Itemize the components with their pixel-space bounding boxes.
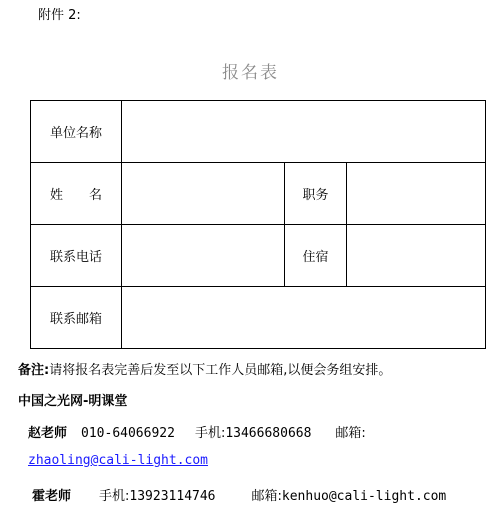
registration-form-table	[30, 100, 486, 349]
contact-mobile-label: 手机:	[99, 489, 130, 504]
contact-name: 霍老师	[32, 489, 72, 504]
form-title: 报名表	[222, 63, 279, 83]
position-field[interactable]	[347, 163, 486, 225]
lodging-field[interactable]	[347, 225, 486, 287]
note-text: 请将报名表完善后发至以下工作人员邮箱,以便会务组安排。	[49, 363, 392, 378]
contact-email-label: 邮箱:	[251, 489, 282, 504]
contact-tel: 010-64066922	[81, 426, 175, 441]
name-label-text: 姓 名	[49, 188, 102, 203]
form-row-phone	[31, 225, 486, 287]
organization-name: 中国之光网-明课堂	[18, 394, 128, 409]
note-prefix: 备注:	[18, 363, 50, 378]
contact-name: 赵老师	[28, 426, 68, 441]
name-label	[31, 163, 122, 225]
attachment-label: 附件 2:	[38, 8, 81, 23]
phone-field[interactable]	[122, 225, 285, 287]
name-field[interactable]	[122, 163, 285, 225]
contact-line-zhao	[28, 422, 366, 441]
phone-label: 联系电话	[31, 225, 122, 287]
unit-name-label: 单位名称	[31, 101, 122, 163]
email-label: 联系邮箱	[31, 287, 122, 349]
contact-email-link[interactable]: zhaoling@cali-light.com	[28, 453, 209, 468]
contact-mobile-label: 手机:	[194, 426, 226, 441]
contact-line-huo	[32, 485, 446, 504]
unit-name-field[interactable]	[122, 101, 486, 163]
form-row-name	[31, 163, 486, 225]
contact-mobile: 13466680668	[225, 426, 312, 441]
contact-email-label: 邮箱:	[335, 426, 366, 441]
note	[18, 359, 391, 378]
contact-mobile: 13923114746	[129, 489, 216, 504]
email-field[interactable]	[122, 287, 486, 349]
position-label: 职务	[285, 163, 347, 225]
form-row-email	[31, 287, 486, 349]
contact-email: kenhuo@cali-light.com	[281, 489, 447, 504]
lodging-label: 住宿	[285, 225, 347, 287]
form-row-unit	[31, 101, 486, 163]
